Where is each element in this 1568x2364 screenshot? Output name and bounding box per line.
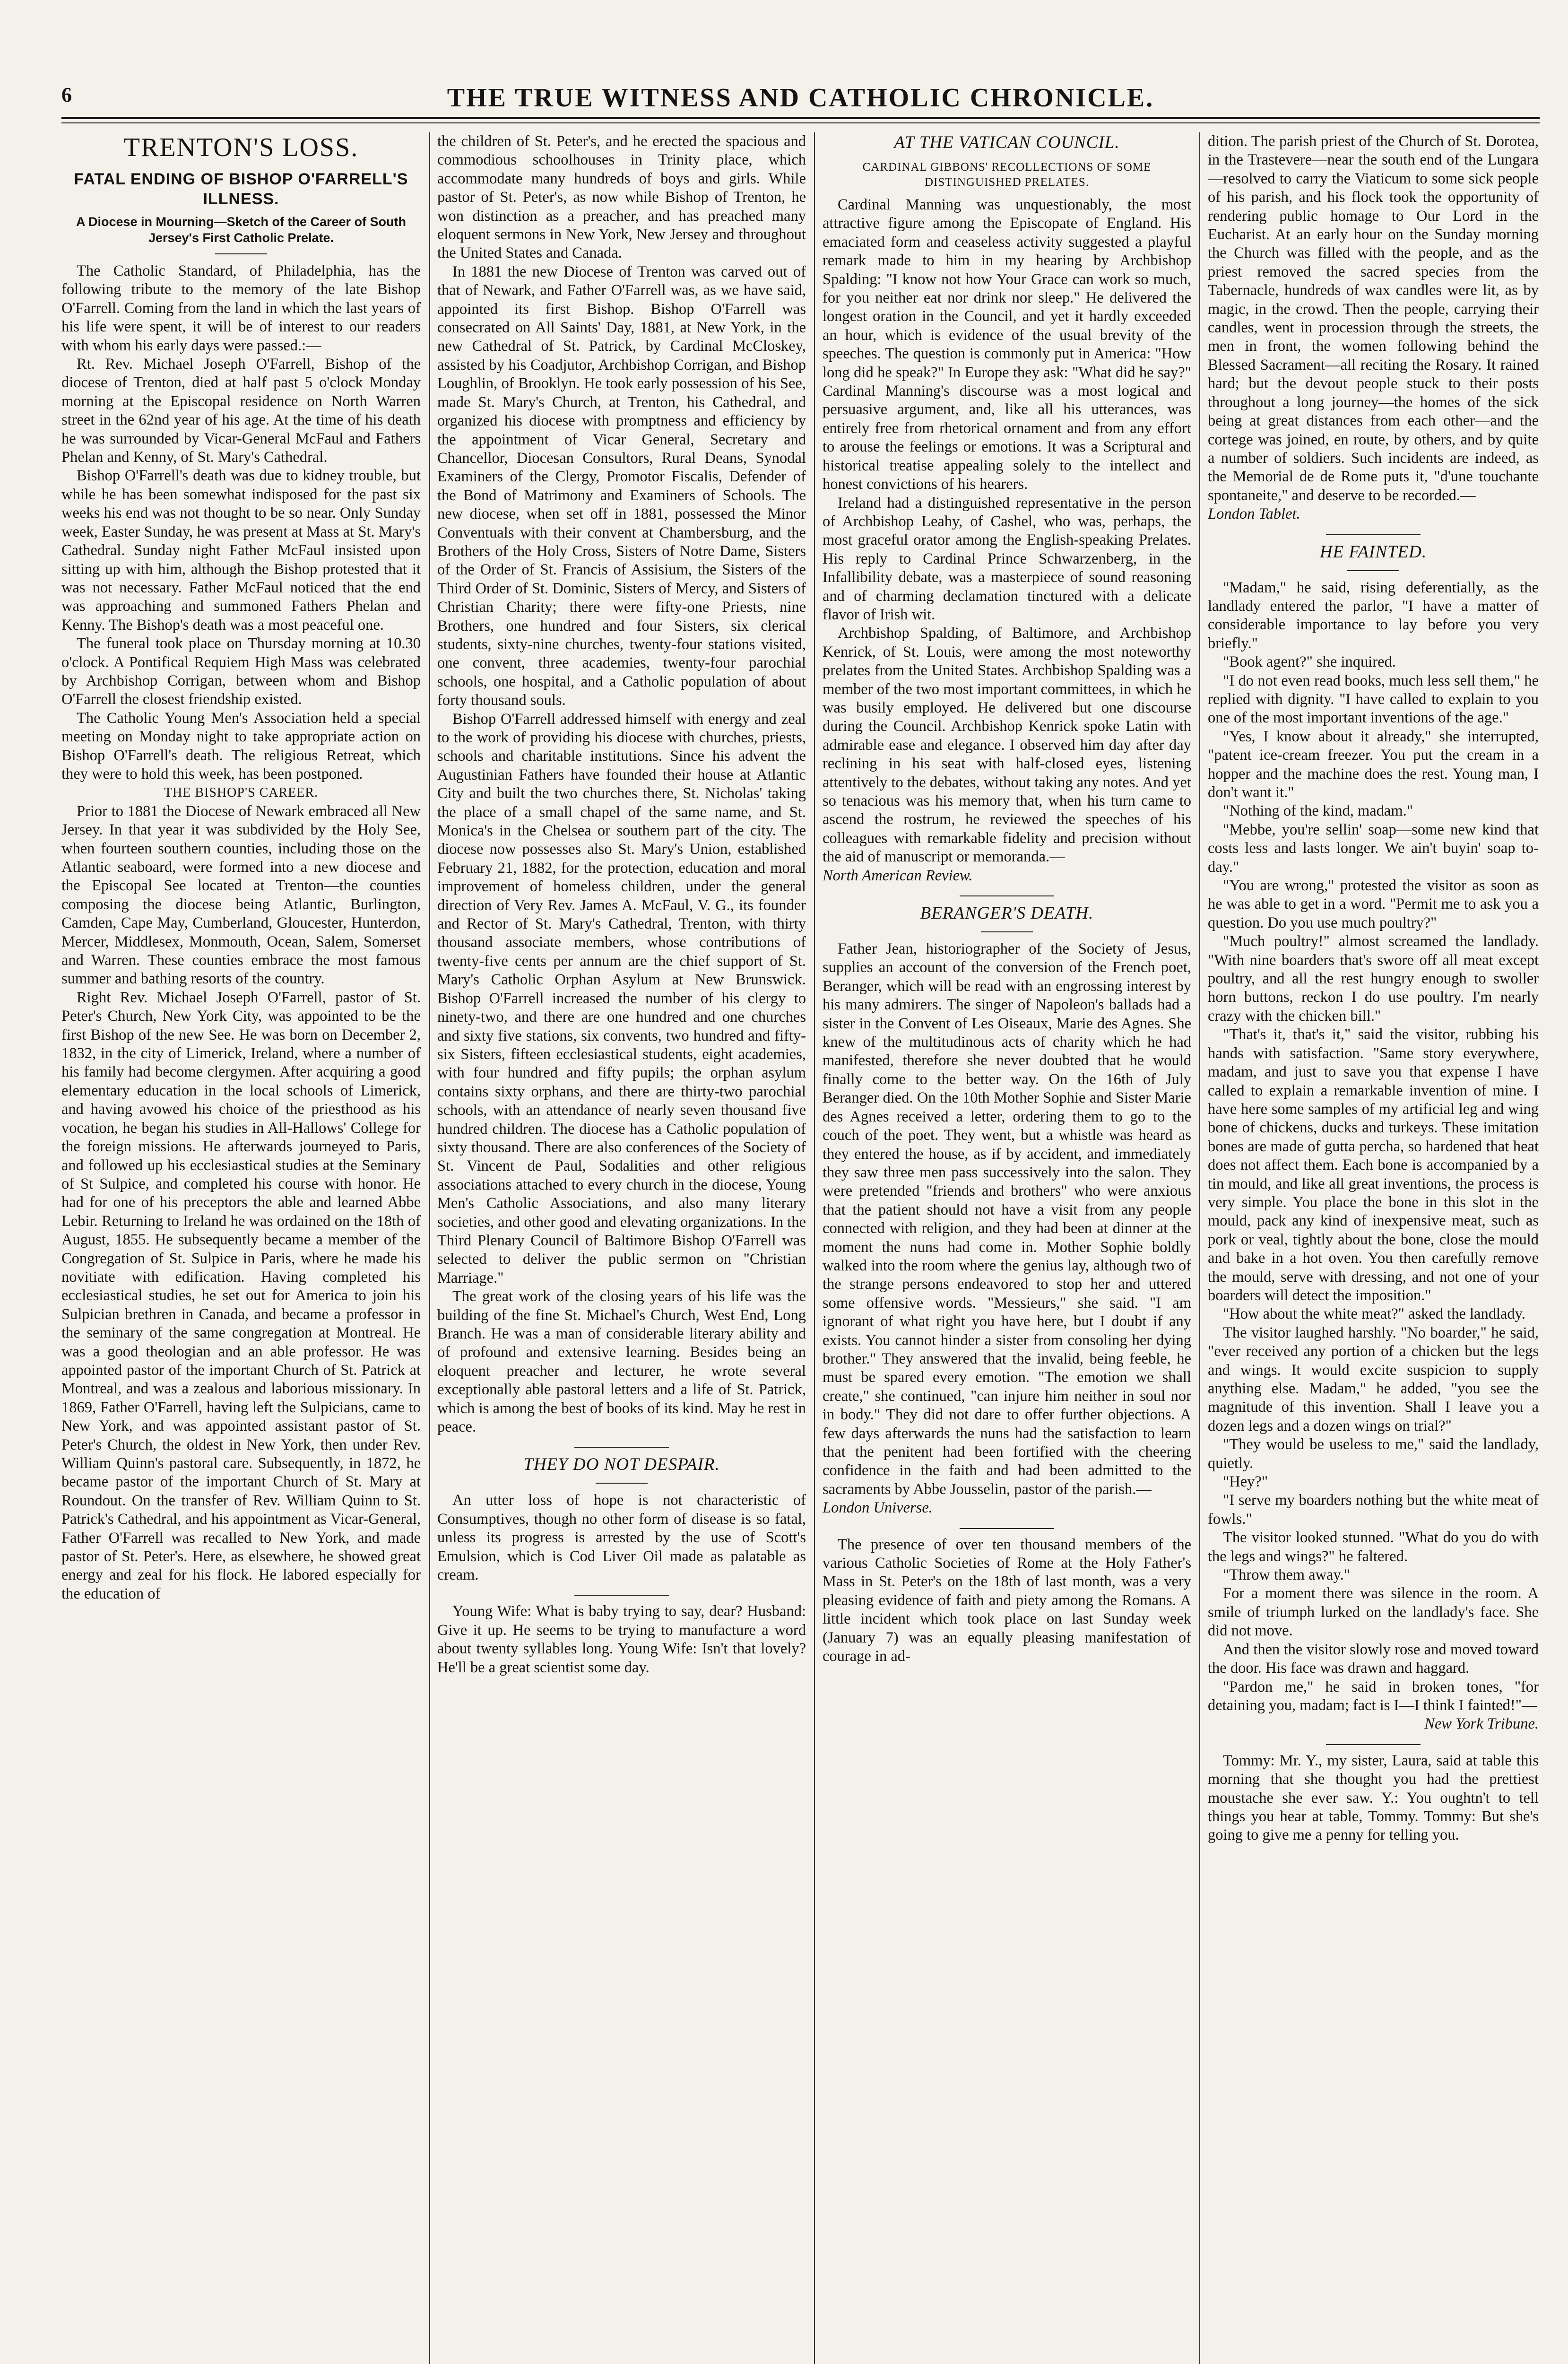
source-credit: London Universe. <box>823 1499 933 1517</box>
paragraph: the children of St. Peter's, and he erected the spacious and commodious schoolhouses in Trinity place, which accommodate many hundreds of boys and girls. While pastor of St. Peter's, as now while Bishop of Trenton, he won distinction as a preacher, and has preached many eloquent sermons in New York, New Jersey and throughout the United States and Canada. <box>437 133 806 262</box>
paragraph: "You are wrong," protested the visitor as soon as he was able to get in a word. "Permit me to ask you a question. Do you use much poultry?" <box>1208 877 1539 931</box>
paragraph: The great work of the closing years of his life was the building of the fine St. Michael's Church, West End, Long Branch. He was a man of considerable literary ability and of profound and extensive learning. Besides being an eloquent preacher and lecturer, he wrote several exceptionally able pastoral letters and a life of St. Patrick, which is among the best of books of its kind. May he rest in peace. <box>437 1288 806 1436</box>
masthead-rule-thin <box>61 122 1540 123</box>
paragraph: "I serve my boarders nothing but the white meat of fowls." <box>1208 1492 1539 1528</box>
publication-title: THE TRUE WITNESS AND CATHOLIC CHRONICLE. <box>447 83 1154 113</box>
article-headline: THEY DO NOT DESPAIR. <box>523 1455 720 1475</box>
divider <box>960 1528 1054 1529</box>
paragraph: "I do not even read books, much less sell them," he replied with dignity. "I have called to explain to you one of the most important inventions of the age." <box>1208 672 1539 727</box>
divider <box>1326 1744 1421 1745</box>
paragraph: Archbishop Spalding, of Baltimore, and Archbishop Kenrick, of St. Louis, were among the most noteworthy prelates from the United States. Archbishop Spalding was a member of the two most important committees, in which he was busily employed. He delivered but one discourse during the Council. Archbishop Kenrick spoke Latin with admirable ease and elegance. I observed him day after day reclining in his seat with half-closed eyes, listening attentively to the debates, without taking any notes. And yet so tenacious was his memory that, when his turn came to ascend the rostrum, he reviewed the speeches of his colleagues with remarkable fidelity and precision without the aid of manuscript or memoranda.— <box>823 625 1191 866</box>
paragraph: "Hey?" <box>1223 1473 1268 1491</box>
divider <box>574 1447 669 1448</box>
paragraph: The presence of over ten thousand members of the various Catholic Societies of Rome at the Holy Father's Mass in St. Peter's on the 18th of last month, was a very pleasing evidence of faith and piety among the Romans. A little incident which took place on last Sunday week (January 7) was an equally pleasing manifestation of courage in ad- <box>823 1536 1191 1665</box>
divider <box>981 931 1033 932</box>
source-credit: New York Tribune. <box>1424 1715 1539 1733</box>
paragraph: "Much poultry!" almost screamed the landlady. "With nine boarders that's swore off all meat except poultry, and all the rest hungry enough to swoller horn buttons, reckon I do use poultry. I'm nearly crazy with the chicken bill." <box>1208 933 1539 1025</box>
divider <box>574 1595 669 1596</box>
divider <box>1347 570 1399 571</box>
source-credit: North American Review. <box>823 867 973 884</box>
paragraph: "Book agent?" she inquired. <box>1223 653 1396 671</box>
page-number: 6 <box>61 83 72 106</box>
column-divider <box>1199 132 1200 2364</box>
paragraph: The Catholic Standard, of Philadelphia, has the following tribute to the memory of the late Bishop O'Farrell. Coming from the land in which the last years of his life were spent, it will be of interest to our readers with whom his early days were passed.:— <box>61 262 421 354</box>
paragraph: And then the visitor slowly rose and moved toward the door. His face was drawn and haggard. <box>1208 1641 1539 1677</box>
paragraph: "Mebbe, you're sellin' soap—some new kind that costs less and lasts longer. We ain't buyin' soap to-day." <box>1208 821 1539 876</box>
paragraph: "Yes, I know about it already," she interrupted, "patent ice-cream freezer. You put the cream in a hopper and the machine does the rest. Young man, I don't want it." <box>1208 728 1539 801</box>
paragraph: "Throw them away." <box>1223 1566 1350 1584</box>
divider <box>596 1483 648 1484</box>
paragraph: An utter loss of hope is not characteristic of Consumptives, though no other form of disease is so fatal, unless its progress is arrested by the use of Scott's Emulsion, which is Cod Liver Oil made as palatable as cream. <box>437 1492 806 1584</box>
divider <box>215 253 267 254</box>
paragraph: Bishop O'Farrell's death was due to kidney trouble, but while he has been somewhat indisposed for the past six weeks his end was not thought to be so near. Only Sunday week, Easter Sunday, he was present at Mass at St. Mary's Cathedral. Sunday night Father McFaul insisted upon sitting up with him, although the Bishop protested that it was not necessary. Father McFaul noticed that the end was approaching and summoned Fathers Phelan and Kenny. The Bishop's death was a most peaceful one. <box>61 467 421 634</box>
article-subhead: FATAL ENDING OF BISHOP O'FARRELL'S ILLNESS. <box>74 170 408 208</box>
paragraph: The Catholic Young Men's Association held a special meeting on Monday night to take appropriate action on Bishop O'Farrell's death. The religious Retreat, which they were to hold this week, has been postponed. <box>61 709 421 782</box>
source-credit: London Tablet. <box>1208 505 1300 523</box>
article-dek: CARDINAL GIBBONS' RECOLLECTIONS OF SOME DISTINGUISHED PRELATES. <box>862 161 1152 189</box>
paragraph: Young Wife: What is baby trying to say, dear? Husband: Give it up. He seems to be trying to manufacture a word about twenty syllables long. Young Wife: Isn't that lovely? He'll be a great scientist some day. <box>437 1603 806 1676</box>
paragraph: dition. The parish priest of the Church of St. Dorotea, in the Trastevere—near the south end of the Lungara—resolved to carry the Viaticum to some sick people of his parish, and his flock took the opportunity of rendering public homage to Our Lord in the Eucharist. At an early hour on the Sunday morning the Church was filled with the people, and as the priest removed the sacred species from the Tabernacle, hundreds of wax candles were lit, as by magic, in the crowd. Then the people, carrying their candles, went in procession through the streets, the men in front, the women following behind the Blessed Sacrament—all reciting the Rosary. It rained hard; but the devout people stuck to their posts throughout a long journey—the homes of the sick being at great distances from each other—and the cortege was joined, en route, by others, and by quite a number of soldiers. Such incidents are indeed, as the Memorial de de Rome puts it, "d'une touchante spontaneite," and deserve to be recorded.— <box>1208 133 1539 504</box>
paragraph: The visitor looked stunned. "What do you do with the legs and wings?" he faltered. <box>1208 1529 1539 1565</box>
paragraph: Right Rev. Michael Joseph O'Farrell, pastor of St. Peter's Church, New York City, was appointed to be the first Bishop of the new See. He was born on December 2, 1832, in the city of Limerick, Ireland, where a number of his family had become clergymen. After acquiring a good elementary education in the local schools of Limerick, and having avowed his choice of the priesthood as his vocation, he began his studies in All-Hallows' College for the foreign missions. He afterwards journeyed to Paris, and followed up his ecclesiastical studies at the Seminary of St Sulpice, and completed his course with honor. He had for one of his preceptors the able and learned Abbe Lebir. Returning to Ireland he was ordained on the 18th of August, 1855. He subsequently became a member of the Congregation of St. Sulpice in Paris, where he made his novitiate with edification. Having completed his ecclesiastical studies, he set out for America to join his Sulpician brethren in Canada, and became a professor in the seminary of the same congregation at Montreal. He was a good theologian and an able professor. He was appointed pastor of the important Church of St. Patrick at Montreal, and was a zealous and laborious missionary. In 1869, Father O'Farrell, having left the Sulpicians, came to New York, and was appointed assistant pastor of St. Peter's Church, the oldest in New York, then under Rev. William Quinn's pastoral care. Subsequently, in 1872, he became pastor of the important Church of St. Mary at Roundout. On the transfer of Rev. William Quinn to St. Patrick's Cathedral, and his appointment as Vicar-General, Father O'Farrell was recalled to New York, and made pastor of St. Peter's. Here, as elsewhere, he showed great energy and zeal for his flock. He labored especially for the education of <box>61 989 421 1602</box>
paragraph: For a moment there was silence in the room. A smile of triumph lurked on the landlady's face. She did not move. <box>1208 1585 1539 1640</box>
article-headline: TRENTON'S LOSS. <box>123 133 359 162</box>
paragraph: Tommy: Mr. Y., my sister, Laura, said at table this morning that she thought you had the prettiest moustache she ever saw. Y.: You oughtn't to tell things you hear at table, Tommy. Tommy: But she's going to give me a penny for telling you. <box>1208 1752 1539 1844</box>
article-headline: AT THE VATICAN COUNCIL. <box>894 133 1120 152</box>
column-divider <box>429 132 430 2364</box>
article-headline: BERANGER'S DEATH. <box>920 904 1094 923</box>
paragraph: "Pardon me," he said in broken tones, "for detaining you, madam; fact is I—I think I fainted!"— <box>1208 1678 1539 1714</box>
paragraph: Prior to 1881 the Diocese of Newark embraced all New Jersey. In that year it was subdivided by the Holy See, when fourteen southern counties, including those on the Atlantic seaboard, were formed into a new diocese and the Episcopal See located at Trenton—the counties composing the diocese being Atlantic, Burlington, Camden, Cape May, Cumberland, Gloucester, Hunterdon, Mercer, Middlesex, Monmouth, Ocean, Salem, Somerset and Warren. These counties embrace the most famous summer and bathing resorts of the country. <box>61 802 421 988</box>
paragraph: The funeral took place on Thursday morning at 10.30 o'clock. A Pontifical Requiem High Mass was celebrated by Archbishop Corrigan, between whom and Bishop O'Farrell the closest friendship existed. <box>61 635 421 708</box>
paragraph: Bishop O'Farrell addressed himself with energy and zeal to the work of providing his diocese with churches, priests, schools and charitable institutions. Since his advent the Augustinian Fathers have founded their house at Atlantic City and built the two churches there, St. Nicholas' taking the place of a small chapel of the same name, and St. Monica's in the Chelsea or southern part of the city. The diocese now possesses also St. Mary's Union, established February 21, 1882, for the protection, education and moral improvement of homeless children, under the general direction of Very Rev. James A. McFaul, V. G., its founder and Rector of St. Mary's Cathedral, Trenton, with thirty thousand associate members, whose contributions of twenty-five cents per annum are the chief support of St. Mary's Catholic Orphan Asylum at New Brunswick. Bishop O'Farrell increased the number of his clergy to ninety-two, and there are one hundred and one churches and sixty five stations, six convents, two hundred and fifty-six Sisters, fifteen ecclesiastical students, eight academies, with four hundred and fifty pupils; the orphan asylum contains sixty orphans, and there are thirty-two parochial schools, with an attendance of nearly seven thousand five hundred children. The diocese has a Catholic population of sixty thousand. There are also conferences of the Society of St. Vincent de Paul, Sodalities and other religious associations attached to every church in the diocese, Young Men's Catholic Associations, and also many literary societies, and other good and elevating organizations. In the Third Plenary Council of Baltimore Bishop O'Farrell was selected to deliver the public sermon on "Christian Marriage." <box>437 710 806 1286</box>
paragraph: Ireland had a distinguished representative in the person of Archbishop Leahy, of Cashel, who was, perhaps, the most graceful orator among the English-speaking Prelates. His reply to Cardinal Prince Schwarzenberg, in the Infallibility debate, was a masterpiece of sound reasoning and of charming declamation tinctured with a delicate flavor of Irish wit. <box>823 494 1191 623</box>
column-4 <box>1208 132 1539 2364</box>
column-3 <box>823 132 1191 2364</box>
paragraph: Cardinal Manning was unquestionably, the most attractive figure among the Episcopate of England. His emaciated form and ceaseless activity suggested a playful remark made to him in my hearing by Archbishop Spalding: "I know not how Your Grace can work so much, for you neither eat nor drink nor sleep." He delivered the longest oration in the Council, and yet it hardly exceeded an hour, which is evidence of the usual brevity of the speeches. The question is commonly put in America: "How long did he speak?" In Europe they ask: "What did he say?" Cardinal Manning's discourse was a most logical and persuasive argument, and, like all his utterances, was entirely free from rhetorical ornament and from any effort to arouse the feelings or emotions. It was a Scriptural and historical treatise appealing solely to the intellect and honest convictions of his hearers. <box>823 196 1191 493</box>
divider <box>960 895 1054 896</box>
masthead <box>61 83 1540 121</box>
column-2 <box>437 132 806 2364</box>
paragraph: "How about the white meat?" asked the landlady. <box>1223 1305 1525 1323</box>
paragraph: The visitor laughed harshly. "No boarder," he said, "ever received any portion of a chicken but the legs and wings. It would excite suspicion to supply anything else. Madam," he added, "you see the magnitude of this invention. Shall I leave you a dozen legs and a dozen wings on trial?" <box>1208 1324 1539 1434</box>
divider <box>1326 534 1421 535</box>
paragraph: Rt. Rev. Michael Joseph O'Farrell, Bishop of the diocese of Trenton, died at half past 5 o'clock Monday morning at the Episcopal residence on North Warren street in the 62nd year of his age. At the time of his death he was surrounded by Vicar-General McFaul and Fathers Phelan and Kenny, of St. Mary's Cathedral. <box>61 356 421 466</box>
paragraph: "They would be useless to me," said the landlady, quietly. <box>1208 1436 1539 1472</box>
article-dek: A Diocese in Mourning—Sketch of the Career of South Jersey's First Catholic Prelate. <box>76 215 407 245</box>
masthead-rule <box>61 117 1540 119</box>
paragraph: In 1881 the new Diocese of Trenton was carved out of that of Newark, and Father O'Farrell was, as we have said, appointed its first Bishop. Bishop O'Farrell was consecrated on All Saints' Day, 1881, at New York, in the new Cathedral of St. Patrick, by Cardinal McCloskey, assisted by his Coadjutor, Archbishop Corrigan, and Bishop Loughlin, of Brooklyn. He took early possession of his See, made St. Mary's Church, at Trenton, his Cathedral, and organized his diocese with promptness and efficiency by the appointment of Vicar General, Secretary and Chancellor, Diocesan Consultors, Rural Deans, Synodal Examiners of the Clergy, Promotor Fiscalis, Defender of the Bond of Matrimony and Examiners of Schools. The new diocese, when set off in 1881, possessed the Minor Conventuals with their convent at Chambersburg, and the Brothers of the Holy Cross, Sisters of Notre Dame, Sisters of the Order of St. Francis of Assisium, the Sisters of the Third Order of St. Dominic, Sisters of Mercy, and Sisters of Christian Charity; there were fifty-one Priests, nine Brothers, one hundred and four Sisters, six clerical students, sixty-nine churches, twenty-four stations visited, one convent, three academies, twenty-four parochial schools, one hospital, and a Catholic population of about forty thousand souls. <box>437 263 806 709</box>
paragraph: "Madam," he said, rising deferentially, as the landlady entered the parlor, "I have a matter of considerable importance to lay before you very briefly." <box>1208 579 1539 652</box>
column-divider <box>814 132 815 2364</box>
paragraph: "That's it, that's it," said the visitor, rubbing his hands with satisfaction. "Same story everywhere, madam, and just to save you that expense I have called to explain a remarkable invention of mine. I have here some samples of my artificial leg and wing bone of chickens, ducks and turkeys. These imitation bones are made of gutta percha, so hardened that heat does not affect them. Each bone is accompanied by a tin mould, and like all great inventions, the process is very simple. You place the bone in this slot in the mould, pack any kind of inexpensive meat, such as pork or veal, tightly about the bone, close the mould and bake in a hot oven. You then carefully remove the mould, serve with dressing, and not one of your boarders will detect the imposition." <box>1208 1026 1539 1304</box>
article-headline: HE FAINTED. <box>1319 542 1427 562</box>
paragraph: "Nothing of the kind, madam." <box>1223 802 1413 820</box>
paragraph: Father Jean, historiographer of the Society of Jesus, supplies an account of the conversion of the French poet, Beranger, which will be read with an engrossing interest by his many admirers. The singer of Napoleon's ballads had a sister in the Convent of Les Oiseaux, Marie des Agnes. She knew of the multitudinous acts of charity which he had manifested, therefore she never doubted that he would finally come to the better way. On the 16th of July Beranger died. On the 10th Mother Sophie and Sister Marie des Agnes received a letter, ordering them to go to the couch of the poet. They went, but a whistle was heard as they entered the house, as if by accident, and immediately they saw three men pass successively into the salon. They were pretended "friends and brothers" who were anxious that the patient should not have a visit from any people connected with religion, and they had been at dinner at the moment the nuns had come in. Mother Sophie boldly walked into the room where the genius lay, although two of the strange persons endeavored to stop her and uttered some offensive words. "Messieurs," she said. "I am ignorant of what right you have here, but I doubt if any exists. You cannot hinder a sister from consoling her dying brother." They answered that the invalid, being feeble, he must be spared every emotion. "The emotion we shall create," she continued, "can injure him neither in soul nor in body." They did not dare to offer further objections. A few days afterwards the nuns had the satisfaction to learn that the penitent had been fortified with the cheering confidence in the faith and had been admitted to the sacraments by Abbe Jousselin, pastor of the parish.— <box>823 940 1191 1498</box>
column-1 <box>61 132 421 2364</box>
section-heading: THE BISHOP'S CAREER. <box>164 785 319 800</box>
